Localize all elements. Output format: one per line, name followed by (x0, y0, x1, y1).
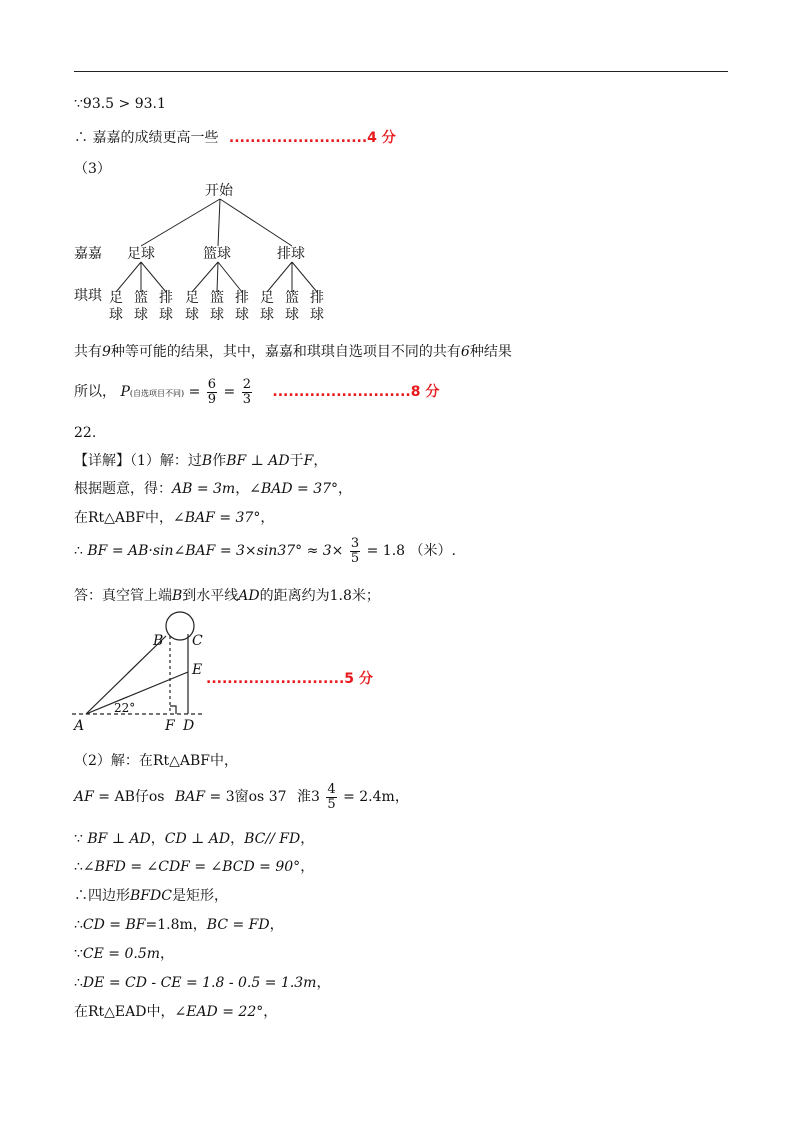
fraction-6-9: $\frac{6}{9}$ (207, 376, 217, 407)
tree-row-label-qiqi: 琪琪 (74, 288, 102, 304)
line-detail-3: 在Rt△ABF中，∠BAF = 37°， (74, 510, 275, 526)
tree-node-volleyball: 排球 (277, 246, 305, 262)
score-4: ..........................4 分 (228, 130, 396, 146)
line-s6: ∴DE = CD - CE = 1.8 - 0.5 = 1.3m， (74, 975, 331, 991)
line-outcomes: 共有9种等可能的结果，其中，嘉嘉和琪琪自选项目不同的共有6种结果 (74, 344, 512, 360)
label-C: C (192, 633, 203, 649)
tree-leaf: 篮球 (134, 290, 148, 323)
line-compare: ∵93.5 > 93.1 (74, 96, 166, 112)
label-F: F (165, 718, 175, 734)
label-B: B (153, 633, 164, 649)
line-answer-1: 答：真空管上端B到水平线AD的距离约为1.8米； (74, 588, 380, 604)
line-part2: （2）解：在Rt△ABF中， (74, 753, 238, 769)
line-s5: ∵CE = 0.5m， (74, 946, 175, 962)
tree-leaf: 篮球 (285, 290, 299, 323)
tree-row-label-jiajia: 嘉嘉 (74, 246, 102, 262)
fraction-3-5: $\frac{3}{5}$ (350, 535, 360, 566)
label-angle: 22° (114, 701, 136, 715)
label-E: E (192, 662, 203, 678)
part-3-label: （3） (74, 161, 111, 177)
line-s3: ∴四边形BFDC是矩形， (74, 888, 228, 904)
line-s4: ∴CD = BF=1.8m，BC = FD， (74, 917, 284, 933)
tree-leaf: 足球 (260, 290, 274, 323)
line-detail-1: 【详解】（1）解：过B作BF ⊥ AD于F， (74, 453, 328, 469)
label-D: D (183, 718, 195, 734)
tree-leaf: 足球 (109, 290, 123, 323)
tree-leaf: 足球 (185, 290, 199, 323)
line-probability: 所以， P(自选项目不同) = $\frac{6}{9}$ = $\frac{2}{3}$ ..........................8 分 (74, 376, 440, 407)
tree-root: 开始 (205, 183, 233, 199)
tree-node-football: 足球 (127, 246, 155, 262)
line-s1: ∵ BF ⊥ AD，CD ⊥ AD，BC// FD， (74, 831, 315, 847)
tree-leaf: 排球 (235, 290, 249, 323)
tree-leaf: 排球 (159, 290, 173, 323)
score-5: ..........................5 分 (206, 671, 373, 687)
line-af: AF = AB仔os BAF = 3窗os 37 淮3 $\frac{4}{5}$ = 2.4m， (74, 781, 409, 812)
tree-leaf: 篮球 (210, 290, 224, 323)
line-detail-2: 根据题意，得：AB = 3m，∠BAD = 37°， (74, 481, 353, 497)
line-s2: ∴∠BFD = ∠CDF = ∠BCD = 90°， (74, 859, 315, 875)
fraction-2-3: $\frac{2}{3}$ (242, 376, 251, 407)
question-22: 22. (74, 425, 97, 441)
tree-leaf: 排球 (310, 290, 324, 323)
line-s7: 在Rt△EAD中，∠EAD = 22°， (74, 1004, 278, 1020)
fraction-4-5: $\frac{4}{5}$ (327, 781, 336, 812)
score-8: ..........................8 分 (272, 384, 440, 400)
line-detail-4: ∴ BF = AB·sin∠BAF = 3×sin37° ≈ 3× $\frac{3}{5}$ = 1.8 （米）. (74, 535, 456, 566)
line-conclusion: ∴ 嘉嘉的成绩更高一些 ..........................4 分 (74, 130, 396, 146)
tree-node-basketball: 篮球 (203, 246, 231, 262)
label-A: A (74, 718, 85, 734)
